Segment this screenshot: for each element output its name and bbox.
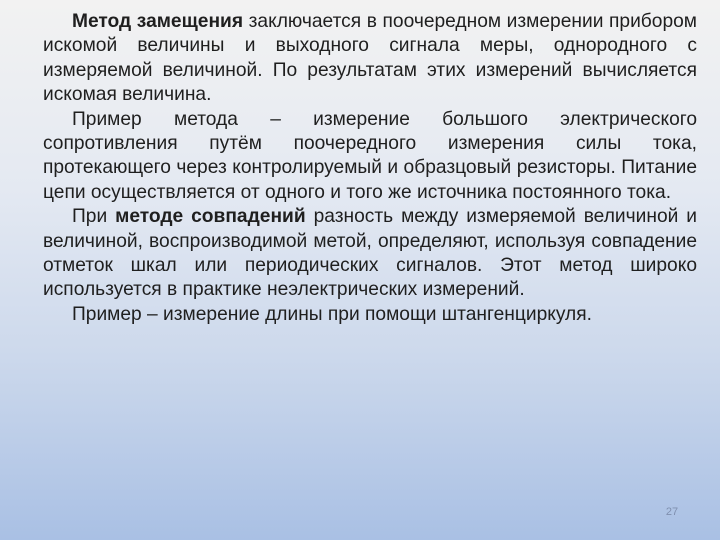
paragraph-lead: При: [72, 206, 116, 228]
paragraph-substitution-example: [43, 108, 697, 206]
slide-body: [43, 10, 697, 327]
paragraph-text: Пример метода – измерение большого электрического сопротивления путём поочередного измерения силы тока, протекающего через контролируемый и образцовый резисторы. Питание цепи осуществляется от одного и того же источника постоянного тока.: [43, 108, 697, 203]
paragraph-text: заключается в поочередном измерении прибором искомой величины и выходного сигнала меры, однородного с измеряемой величиной. По результатам этих измерений вычисляется искомая величина.: [43, 11, 697, 106]
page-number: 27: [665, 506, 679, 518]
paragraph-text: Пример – измерение длины при помощи штангенциркуля.: [72, 303, 592, 325]
term-substitution-method: Метод замещения: [72, 11, 244, 32]
paragraph-text: разность между измеряемой величиной и величиной, воспроизводимой метой, определяют, используя совпадение отметок шкал или периодических сигналов. Этот метод широко используется в практике неэлектрических измерений.: [43, 206, 697, 301]
paragraph-coincidence-example: [43, 303, 697, 327]
paragraph-substitution-method: [43, 10, 697, 108]
term-coincidence-method: методе совпадений: [115, 206, 306, 228]
paragraph-coincidence-method: [43, 205, 697, 303]
